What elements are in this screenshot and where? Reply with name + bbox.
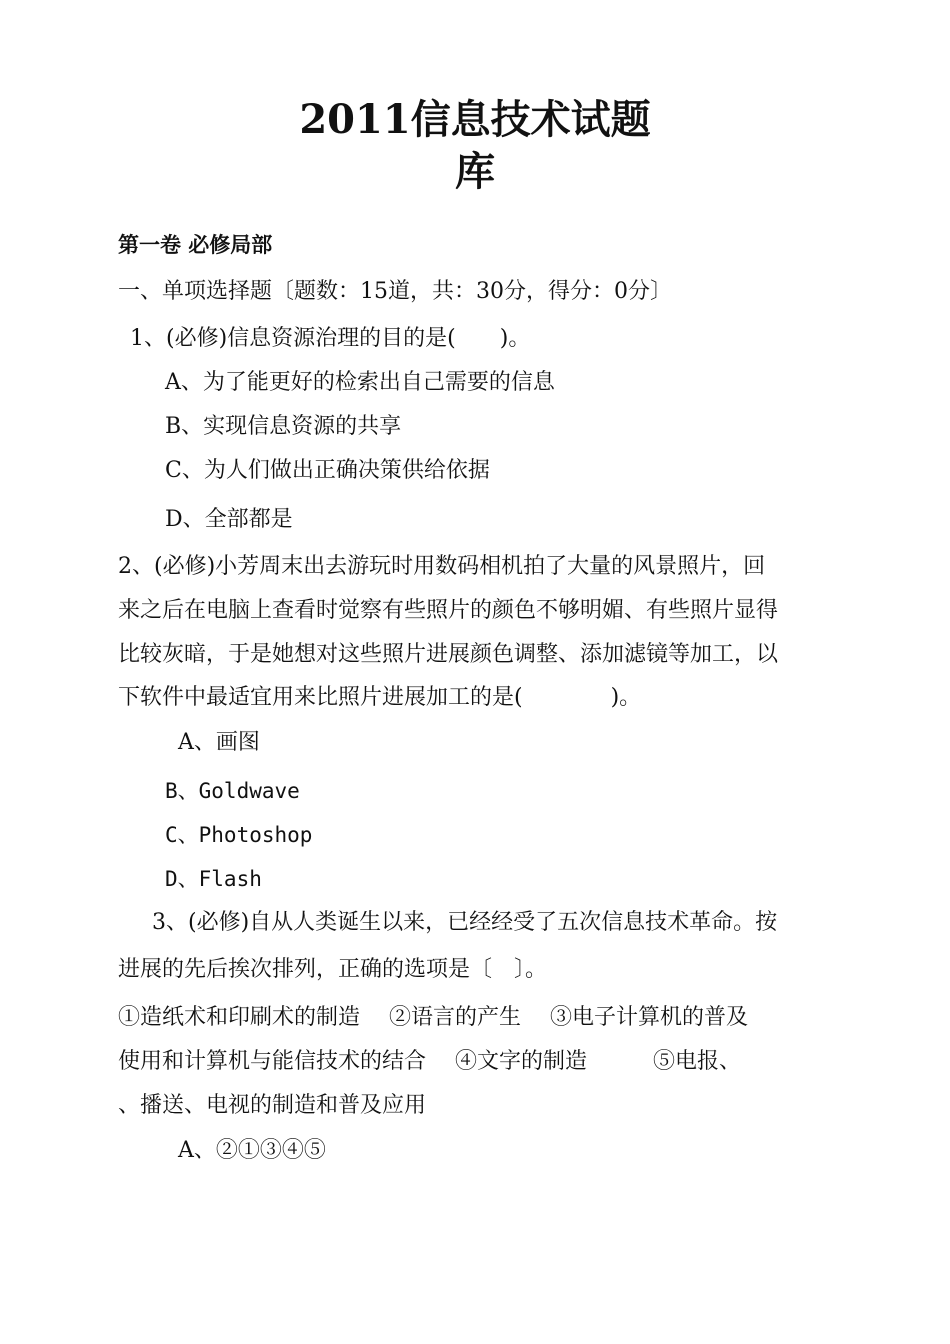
option-c: C、Photoshop xyxy=(165,823,313,847)
option-a: A、画图 xyxy=(178,730,260,755)
option-b: B、Goldwave xyxy=(165,779,300,803)
question-text-line: 3、(必修)自从人类诞生以来，已经经受了五次信息技术革命。按 xyxy=(152,910,778,935)
question-text-line: 来之后在电脑上查看时觉察有些照片的颜色不够明媚、有些照片显得 xyxy=(118,598,779,623)
option-a: A、为了能更好的检索出自己需要的信息 xyxy=(165,370,555,395)
document-title-line1: 2011信息技术试题 xyxy=(299,96,651,143)
option-a: A、②①③④⑤ xyxy=(178,1138,326,1163)
option-d: D、全部都是 xyxy=(165,507,293,532)
option-d: D、Flash xyxy=(165,867,262,891)
option-b: B、实现信息资源的共享 xyxy=(165,414,402,439)
question-text-line: 进展的先后挨次排列，正确的选项是〔 〕。 xyxy=(118,957,548,982)
question-text-line: 下软件中最适宜用来比照片进展加工的是( )。 xyxy=(118,685,642,710)
question-text-line: 使用和计算机与能信技术的结合 ④文字的制造 ⑤电报、 xyxy=(118,1049,741,1074)
question-text-line: 比较灰暗，于是她想对这些照片进展颜色调整、添加滤镜等加工，以 xyxy=(118,642,779,667)
question-stem: 1、(必修)信息资源治理的目的是( )。 xyxy=(130,326,531,351)
section-heading: 第一卷 必修局部 xyxy=(118,233,273,257)
question-text-line: 2、(必修)小芳周末出去游玩时用数码相机拍了大量的风景照片，回 xyxy=(118,554,766,579)
document-title-line2: 库 xyxy=(455,148,495,195)
option-c: C、为人们做出正确决策供给依据 xyxy=(165,458,490,483)
question-text-line: ①造纸术和印刷术的制造 ②语言的产生 ③电子计算机的普及 xyxy=(118,1005,748,1030)
question-text-line: 、播送、电视的制造和普及应用 xyxy=(118,1093,427,1118)
part-heading: 一、单项选择题〔题数：15道，共：30分，得分：0分〕 xyxy=(118,279,672,304)
